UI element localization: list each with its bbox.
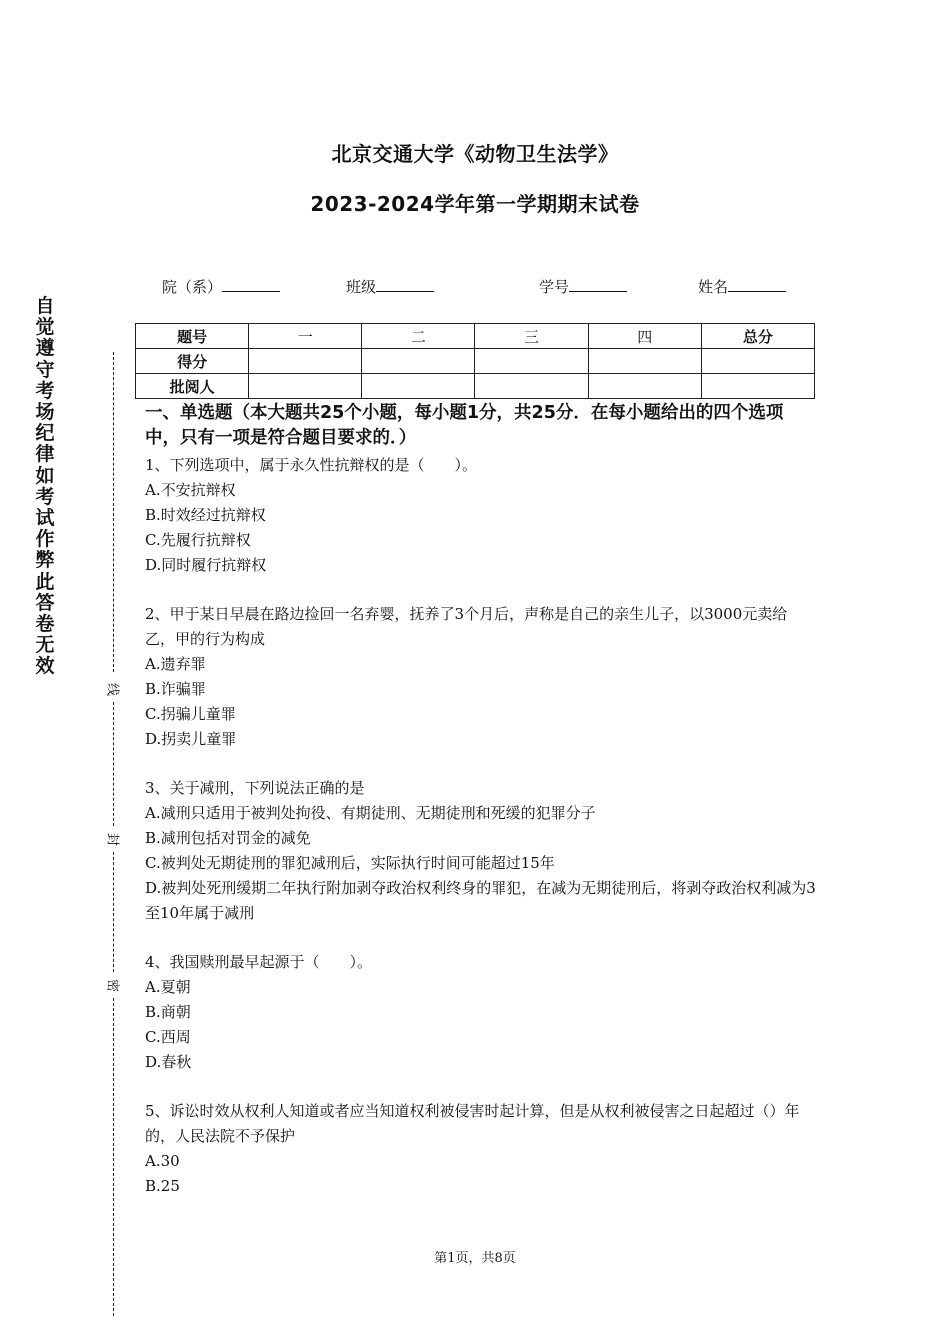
grader-cell[interactable] — [475, 374, 588, 399]
question-5 — [145, 1099, 817, 1199]
notice-char: 作 — [35, 528, 55, 551]
option-a[interactable]: A.减刑只适用于被判处拘役、有期徒刑、无期徒刑和死缓的犯罪分子 — [145, 804, 596, 822]
option-b[interactable]: B.诈骗罪 — [145, 680, 206, 698]
notice-char: 考 — [35, 485, 55, 508]
notice-char: 弊 — [35, 549, 55, 572]
grader-cell[interactable] — [588, 374, 701, 399]
option-c[interactable]: C.拐骗儿童罪 — [145, 705, 236, 723]
question-stem: 5、诉讼时效从权利人知道或者应当知道权利被侵害时起计算，但是从权利被侵害之日起超过（）年的，人民法院不予保护 — [145, 1102, 800, 1145]
header-cell: 题号 — [136, 324, 249, 349]
option-a[interactable]: A.夏朝 — [145, 978, 191, 996]
department-blank[interactable] — [222, 277, 280, 292]
department-label: 院（系） — [162, 278, 223, 296]
score-cell[interactable] — [249, 349, 362, 374]
option-c[interactable]: C.西周 — [145, 1028, 191, 1046]
class-field — [346, 276, 434, 297]
option-d[interactable]: D.被判处死刑缓期二年执行附加剥夺政治权利终身的罪犯，在减为无期徒刑后，将剥夺政治权利减为3至10年属于减刑 — [145, 879, 816, 922]
seal-dashed-line — [113, 852, 114, 972]
option-c[interactable]: C.被判处无期徒刑的罪犯减刑后，实际执行时间可能超过15年 — [145, 854, 555, 872]
score-cell[interactable] — [701, 349, 814, 374]
seal-mark-secret: 密 — [105, 978, 124, 994]
notice-char: 纪 — [35, 422, 55, 445]
grader-cell[interactable] — [701, 374, 814, 399]
option-b[interactable]: B.商朝 — [145, 1003, 191, 1021]
grader-row — [136, 374, 815, 399]
option-d[interactable]: D.同时履行抗辩权 — [145, 556, 267, 574]
section-heading: 一、单选题（本大题共25个小题，每小题1分，共25分．在每小题给出的四个选项中，只有一项是符合题目要求的．） — [145, 403, 784, 448]
notice-char: 试 — [35, 507, 55, 530]
option-a[interactable]: A.遗弃罪 — [145, 655, 206, 673]
exam-title-line1: 北京交通大学《动物卫生法学》 — [331, 142, 619, 166]
header-cell: 二 — [362, 324, 475, 349]
score-table-header-row — [136, 324, 815, 349]
notice-char: 遵 — [35, 337, 55, 360]
notice-char: 效 — [35, 655, 55, 678]
notice-char: 考 — [35, 379, 55, 402]
exam-title-line2: 2023-2024学年第一学期期末试卷 — [310, 192, 640, 216]
grader-cell[interactable] — [362, 374, 475, 399]
notice-char: 守 — [35, 358, 55, 381]
header-cell: 一 — [249, 324, 362, 349]
seal-mark-line: 线 — [105, 682, 124, 698]
score-cell[interactable] — [475, 349, 588, 374]
option-b[interactable]: B.时效经过抗辩权 — [145, 506, 266, 524]
score-table — [135, 323, 815, 399]
option-d[interactable]: D.春秋 — [145, 1053, 192, 1071]
option-a[interactable]: A.不安抗辩权 — [145, 481, 236, 499]
seal-dashed-line — [113, 998, 114, 1316]
side-integrity-notice — [34, 296, 56, 678]
student-id-field — [539, 276, 627, 297]
name-field — [698, 276, 786, 297]
option-a[interactable]: A.30 — [145, 1152, 180, 1170]
seal-dashed-line — [113, 702, 114, 826]
student-id-blank[interactable] — [569, 277, 627, 292]
class-label: 班级 — [346, 278, 377, 296]
row-label: 得分 — [136, 349, 249, 374]
option-b[interactable]: B.25 — [145, 1177, 180, 1195]
notice-char: 觉 — [35, 316, 55, 339]
seal-mark-seal: 封 — [105, 832, 124, 848]
question-stem: 4、我国赎刑最早起源于（ ）。 — [145, 953, 373, 971]
header-cell: 三 — [475, 324, 588, 349]
notice-char: 场 — [35, 401, 55, 424]
question-stem: 1、下列选项中，属于永久性抗辩权的是（ ）。 — [145, 456, 478, 474]
question-1 — [145, 453, 817, 578]
notice-char: 无 — [35, 634, 55, 657]
row-label: 批阅人 — [136, 374, 249, 399]
question-stem: 2、甲于某日早晨在路边捡回一名弃婴，抚养了3个月后，声称是自己的亲生儿子，以3000元卖给乙，甲的行为构成 — [145, 605, 788, 648]
grader-cell[interactable] — [249, 374, 362, 399]
score-cell[interactable] — [588, 349, 701, 374]
student-id-label: 学号 — [539, 278, 570, 296]
name-label: 姓名 — [698, 278, 729, 296]
question-4 — [145, 950, 817, 1075]
option-d[interactable]: D.拐卖儿童罪 — [145, 730, 237, 748]
header-cell: 总分 — [701, 324, 814, 349]
notice-char: 如 — [35, 464, 55, 487]
question-stem: 3、关于减刑，下列说法正确的是 — [145, 779, 365, 797]
notice-char: 此 — [35, 570, 55, 593]
option-b[interactable]: B.减刑包括对罚金的减免 — [145, 829, 311, 847]
class-blank[interactable] — [376, 277, 434, 292]
seal-dashed-line — [113, 352, 114, 672]
question-2 — [145, 602, 817, 752]
name-blank[interactable] — [728, 277, 786, 292]
notice-char: 答 — [35, 591, 55, 614]
page-number: 第1页，共8页 — [434, 1251, 516, 1266]
department-field — [162, 276, 280, 297]
header-cell: 四 — [588, 324, 701, 349]
question-3 — [145, 776, 817, 926]
notice-char: 自 — [35, 295, 55, 317]
notice-char: 卷 — [35, 613, 55, 636]
score-row — [136, 349, 815, 374]
option-c[interactable]: C.先履行抗辩权 — [145, 531, 251, 549]
score-cell[interactable] — [362, 349, 475, 374]
notice-char: 律 — [35, 443, 55, 466]
